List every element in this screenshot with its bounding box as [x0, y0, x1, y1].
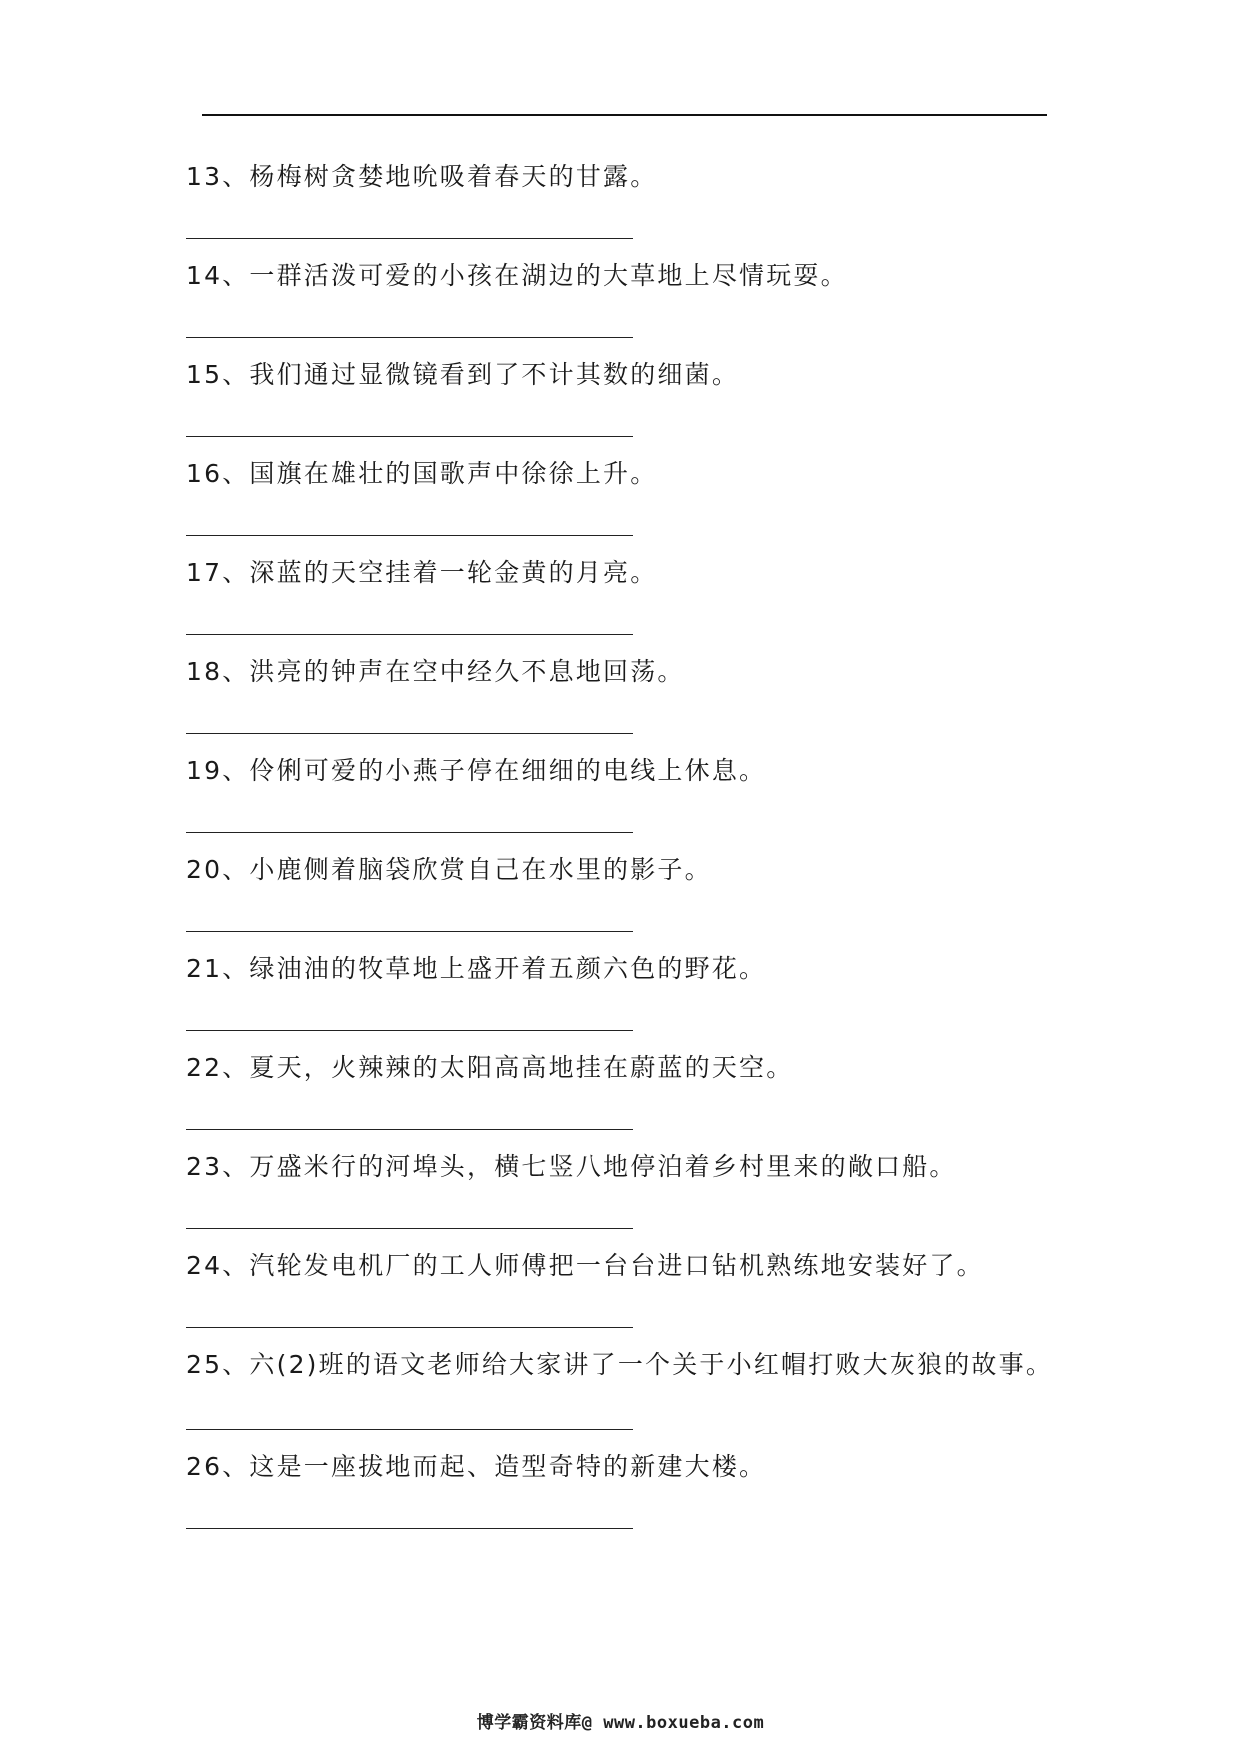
exercise-15	[186, 338, 1066, 437]
exercise-25-sentence: 25、六(2)班的语文老师给大家讲了一个关于小红帽打败大灰狼的故事。	[186, 1350, 1054, 1379]
exercise-16-sentence: 16、国旗在雄壮的国歌声中徐徐上升。	[186, 459, 658, 488]
exercise-25	[186, 1328, 1066, 1430]
exercise-26-answer-line[interactable]	[186, 1528, 633, 1529]
exercise-23-sentence: 23、万盛米行的河埠头，横七竖八地停泊着乡村里来的敞口船。	[186, 1152, 957, 1181]
exercise-24	[186, 1229, 1066, 1328]
exercise-23	[186, 1130, 1066, 1229]
exercise-17	[186, 536, 1066, 635]
exercise-26	[186, 1430, 1066, 1529]
exercise-22	[186, 1031, 1066, 1130]
exercise-17-sentence: 17、深蓝的天空挂着一轮金黄的月亮。	[186, 558, 658, 587]
exercise-21-sentence: 21、绿油油的牧草地上盛开着五颜六色的野花。	[186, 954, 767, 983]
exercise-16	[186, 437, 1066, 536]
exercise-13	[186, 140, 1066, 239]
footer-watermark: 博学霸资料库@ www.boxueba.com	[476, 1713, 765, 1733]
exercise-22-sentence: 22、夏天，火辣辣的太阳高高地挂在蔚蓝的天空。	[186, 1053, 794, 1082]
exercise-26-sentence: 26、这是一座拔地而起、造型奇特的新建大楼。	[186, 1452, 767, 1481]
exercise-20	[186, 833, 1066, 932]
exercise-18-sentence: 18、洪亮的钟声在空中经久不息地回荡。	[186, 657, 685, 686]
top-divider	[202, 114, 1047, 116]
exercise-18	[186, 635, 1066, 734]
exercise-15-sentence: 15、我们通过显微镜看到了不计其数的细菌。	[186, 360, 740, 389]
exercise-20-sentence: 20、小鹿侧着脑袋欣赏自己在水里的影子。	[186, 855, 712, 884]
exercise-19-sentence: 19、伶俐可爱的小燕子停在细细的电线上休息。	[186, 756, 767, 785]
exercise-21	[186, 932, 1066, 1031]
worksheet	[186, 140, 1066, 1529]
exercise-19	[186, 734, 1066, 833]
exercise-14-sentence: 14、一群活泼可爱的小孩在湖边的大草地上尽情玩耍。	[186, 261, 848, 290]
exercise-14	[186, 239, 1066, 338]
exercise-24-sentence: 24、汽轮发电机厂的工人师傅把一台台进口钻机熟练地安装好了。	[186, 1251, 984, 1280]
exercise-13-sentence: 13、杨梅树贪婪地吮吸着春天的甘露。	[186, 162, 658, 191]
